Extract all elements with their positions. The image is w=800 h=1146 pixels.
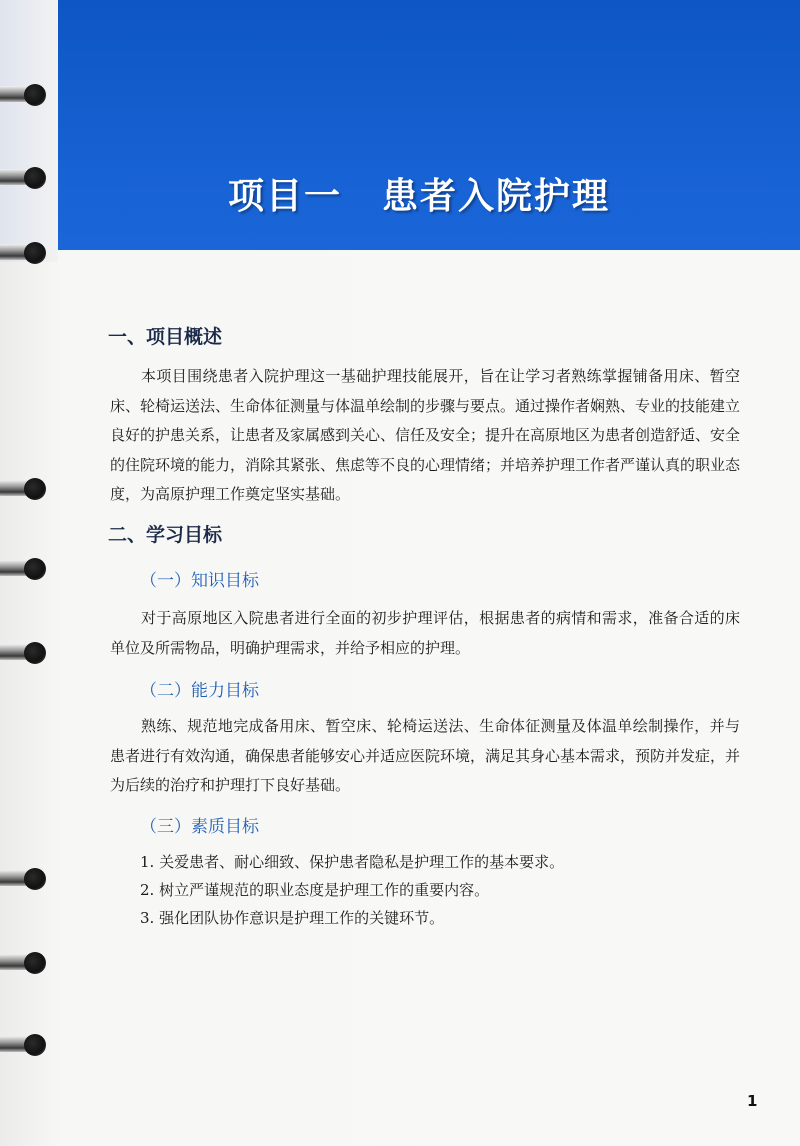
binder-ring [0, 640, 42, 668]
binder-ring [0, 476, 42, 504]
ability-paragraph: 熟练、规范地完成备用床、暂空床、轮椅运送法、生命体征测量及体温单绘制操作，并与患者进行有效沟通，确保患者能够安心并适应医院环境，满足其身心基本需求，预防并发症，并为后续的治疗和护理打下良好基础。 [110, 717, 741, 794]
header-left-strip [0, 0, 58, 262]
binder-ring [0, 950, 42, 978]
subheading-quality: （三）素质目标 [140, 817, 259, 837]
binder-ring [0, 866, 42, 894]
project-title [228, 168, 610, 219]
section-heading-objectives: 二、学习目标 [108, 524, 223, 546]
page-number: 1 [747, 1092, 758, 1110]
list-item: 2. 树立严谨规范的职业态度是护理工作的重要内容。 [140, 881, 490, 899]
overview-paragraph: 本项目围绕患者入院护理这一基础护理技能展开，旨在让学习者熟练掌握铺备用床、暂空床、轮椅运送法、生命体征测量与体温单绘制的步骤与要点。通过操作者娴熟、专业的技能建立良好的护患关系，让患者及家属感到关心、信任及安全；提升在高原地区为患者创造舒适、安全的住院环境的能力，消除其紧张、焦虑等不良的心理情绪；并培养护理工作者严谨认真的职业态度，为高原护理工作奠定坚实基础。 [110, 367, 741, 503]
list-item: 3. 强化团队协作意识是护理工作的关键环节。 [140, 909, 445, 927]
binder-ring [0, 165, 42, 193]
binder-ring [0, 556, 42, 584]
project-name: 患者入院护理 [382, 176, 611, 217]
list-item: 1. 关爱患者、耐心细致、保护患者隐私是护理工作的基本要求。 [140, 853, 565, 871]
knowledge-paragraph: 对于高原地区入院患者进行全面的初步护理评估，根据患者的病情和需求，准备合适的床单位及所需物品，明确护理需求，并给予相应的护理。 [110, 609, 740, 657]
subheading-knowledge: （一）知识目标 [140, 571, 259, 591]
section-heading-overview: 一、项目概述 [108, 326, 223, 348]
binder-ring [0, 1032, 42, 1060]
binder-ring [0, 82, 42, 110]
binder-ring [0, 240, 42, 268]
quality-list [140, 848, 564, 932]
subheading-ability: （二）能力目标 [140, 681, 259, 701]
project-number: 项目一 [228, 176, 343, 217]
